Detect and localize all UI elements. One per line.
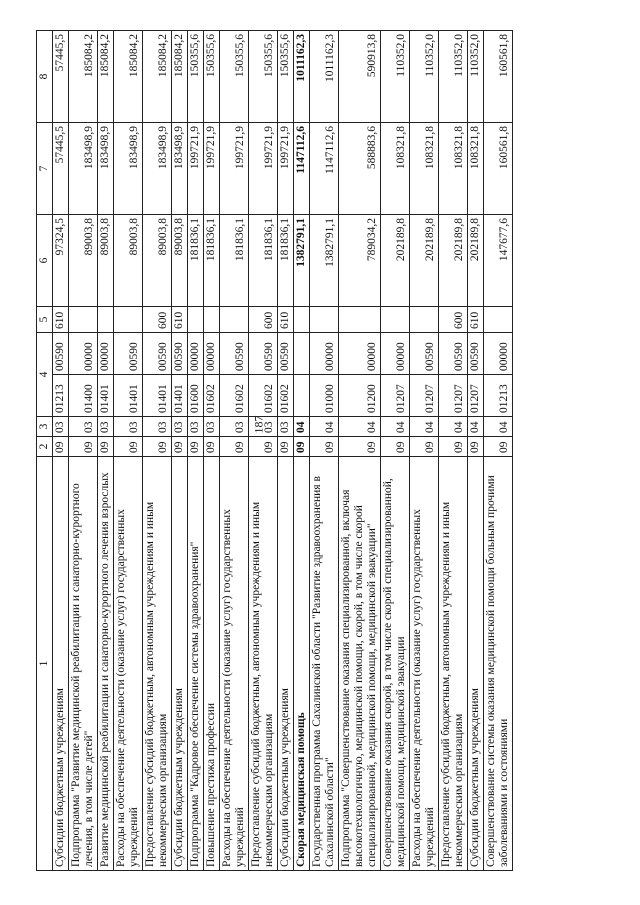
row-value-6: 1382791,1 <box>310 215 339 307</box>
row-code-2: 09 <box>98 437 114 457</box>
row-code-5: 610 <box>278 307 294 333</box>
row-value-7: 108321,8 <box>410 123 439 215</box>
row-code-2: 09 <box>310 437 339 457</box>
row-code-5 <box>339 307 381 333</box>
row-code-2: 09 <box>294 437 310 457</box>
table-row <box>143 31 172 871</box>
row-value-7: 183498,9 <box>143 123 172 215</box>
row-code-2: 09 <box>249 437 278 457</box>
row-value-7: 199721,9 <box>188 123 204 215</box>
row-value-8: 1011162,3 <box>310 31 339 123</box>
row-code-3: 04 <box>484 417 513 437</box>
row-code-3: 04 <box>381 417 410 437</box>
row-code-3: 04 <box>294 417 310 437</box>
row-value-7: 199721,9 <box>204 123 220 215</box>
table-row <box>310 31 339 871</box>
row-value-6: 202189,8 <box>381 215 410 307</box>
row-code-2: 09 <box>339 437 381 457</box>
table-row <box>204 31 220 871</box>
row-value-6: 202189,8 <box>410 215 439 307</box>
row-value-8: 185084,2 <box>98 31 114 123</box>
row-value-6: 202189,8 <box>439 215 468 307</box>
header-row <box>37 31 53 871</box>
row-code-4a: 01207 <box>439 375 468 417</box>
row-code-3: 04 <box>410 417 439 437</box>
row-code-5: 610 <box>172 307 188 333</box>
row-name: Предоставление субсидий бюджетным, автономным учреждениям и иным некоммерческим организациям <box>249 457 278 871</box>
row-code-4b: 00590 <box>410 333 439 375</box>
row-code-4b: 00000 <box>98 333 114 375</box>
row-value-6: 181836,1 <box>278 215 294 307</box>
budget-table <box>36 30 513 871</box>
row-name: Повышение престижа профессии <box>204 457 220 871</box>
row-name: Расходы на обеспечение деятельности (оказание услуг) государственных учреждений <box>114 457 143 871</box>
row-value-6: 89003,8 <box>114 215 143 307</box>
row-code-4a: 01602 <box>278 375 294 417</box>
row-value-8: 185084,2 <box>69 31 98 123</box>
row-value-8: 150355,6 <box>249 31 278 123</box>
row-code-3: 03 <box>114 417 143 437</box>
row-value-6: 202189,8 <box>468 215 484 307</box>
row-code-4b: 00590 <box>439 333 468 375</box>
row-code-5: 610 <box>53 307 69 333</box>
row-name: Расходы на обеспечение деятельности (оказание услуг) государственных учреждений <box>410 457 439 871</box>
row-code-3: 03 <box>249 417 278 437</box>
row-code-5 <box>220 307 249 333</box>
row-name: Совершенствование оказания скорой, в том числе скорой специализированной, медицинской помощи, медицинской эвакуации <box>381 457 410 871</box>
row-code-2: 09 <box>204 437 220 457</box>
table-row <box>53 31 69 871</box>
row-name: Подпрограмма "Развитие медицинской реабилитации и санаторно-курортного лечения, в том числе детей" <box>69 457 98 871</box>
row-value-8: 150355,6 <box>204 31 220 123</box>
row-code-3: 03 <box>53 417 69 437</box>
row-code-5 <box>188 307 204 333</box>
row-code-5: 610 <box>468 307 484 333</box>
table-row <box>220 31 249 871</box>
row-code-5 <box>294 307 310 333</box>
row-code-4b <box>294 333 310 375</box>
row-code-3: 04 <box>439 417 468 437</box>
row-value-6: 89003,8 <box>69 215 98 307</box>
row-code-4a: 01207 <box>381 375 410 417</box>
page-number: 187 <box>251 415 266 434</box>
header-col-7: 7 <box>37 123 53 215</box>
row-value-6: 181836,1 <box>249 215 278 307</box>
row-code-4a: 01000 <box>310 375 339 417</box>
row-code-4b: 00590 <box>278 333 294 375</box>
row-code-4a: 01400 <box>69 375 98 417</box>
row-value-6: 89003,8 <box>172 215 188 307</box>
row-code-2: 09 <box>53 437 69 457</box>
row-name: Предоставление субсидий бюджетным, автономным учреждениям и иным некоммерческим организациям <box>439 457 468 871</box>
row-code-4a: 01401 <box>143 375 172 417</box>
row-value-6: 1382791,1 <box>294 215 310 307</box>
row-value-8: 57445,5 <box>53 31 69 123</box>
row-code-3: 03 <box>143 417 172 437</box>
row-code-4b: 00000 <box>339 333 381 375</box>
row-code-2: 09 <box>69 437 98 457</box>
row-value-8: 150355,6 <box>278 31 294 123</box>
row-code-2: 09 <box>439 437 468 457</box>
row-code-4b: 00590 <box>468 333 484 375</box>
row-code-4a: 01200 <box>339 375 381 417</box>
row-name: Субсидии бюджетным учреждениям <box>278 457 294 871</box>
row-code-5 <box>98 307 114 333</box>
row-value-7: 1147112,6 <box>294 123 310 215</box>
row-code-4a <box>294 375 310 417</box>
header-col-3: 3 <box>37 417 53 437</box>
row-name: Подпрограмма "Кадровое обеспечение системы здравоохранения" <box>188 457 204 871</box>
row-code-4a: 01207 <box>468 375 484 417</box>
row-code-3: 03 <box>278 417 294 437</box>
row-value-8: 110352,0 <box>410 31 439 123</box>
row-code-2: 09 <box>410 437 439 457</box>
row-code-2: 09 <box>143 437 172 457</box>
row-value-6: 181836,1 <box>204 215 220 307</box>
row-value-7: 199721,9 <box>249 123 278 215</box>
row-value-8: 590913,8 <box>339 31 381 123</box>
row-name: Субсидии бюджетным учреждениям <box>468 457 484 871</box>
row-value-7: 183498,9 <box>98 123 114 215</box>
row-name: Предоставление субсидий бюджетным, автономным учреждениям и иным некоммерческим организациям <box>143 457 172 871</box>
row-code-2: 09 <box>381 437 410 457</box>
row-value-6: 97324,5 <box>53 215 69 307</box>
row-code-3: 03 <box>220 417 249 437</box>
row-value-7: 588883,6 <box>339 123 381 215</box>
row-code-3: 03 <box>204 417 220 437</box>
row-code-2: 09 <box>188 437 204 457</box>
row-value-7: 108321,8 <box>439 123 468 215</box>
row-value-7: 183498,9 <box>172 123 188 215</box>
row-code-2: 09 <box>278 437 294 457</box>
row-value-6: 181836,1 <box>188 215 204 307</box>
row-code-5: 600 <box>439 307 468 333</box>
row-value-7: 108321,8 <box>468 123 484 215</box>
row-code-2: 09 <box>468 437 484 457</box>
row-code-5 <box>204 307 220 333</box>
row-code-2: 09 <box>220 437 249 457</box>
row-value-8: 110352,0 <box>468 31 484 123</box>
header-col-2: 2 <box>37 437 53 457</box>
row-value-8: 185084,2 <box>143 31 172 123</box>
table-row <box>339 31 381 871</box>
header-col-1: 1 <box>37 457 53 871</box>
table-row <box>114 31 143 871</box>
row-code-3: 04 <box>339 417 381 437</box>
row-code-4b: 00000 <box>69 333 98 375</box>
row-value-7: 108321,8 <box>381 123 410 215</box>
table-row <box>468 31 484 871</box>
row-code-4b: 00590 <box>143 333 172 375</box>
table-row <box>294 31 310 871</box>
row-code-3: 04 <box>310 417 339 437</box>
table-row <box>484 31 513 871</box>
row-code-2: 09 <box>484 437 513 457</box>
row-code-4b: 00000 <box>484 333 513 375</box>
row-value-6: 89003,8 <box>143 215 172 307</box>
row-code-4a: 01602 <box>220 375 249 417</box>
row-value-8: 185084,2 <box>172 31 188 123</box>
row-code-4a: 01213 <box>53 375 69 417</box>
row-name: Подпрограмма "Совершенствование оказания специализированной, включая высокотехнологичную, медицинской помощи, скорой, в том числе скорой специализированной, медицинской помощи, медицинской эвакуации" <box>339 457 381 871</box>
row-code-4b: 00000 <box>188 333 204 375</box>
table-row <box>69 31 98 871</box>
row-value-7: 160561,8 <box>484 123 513 215</box>
budget-table-container <box>36 31 513 871</box>
header-col-4: 4 <box>37 333 53 417</box>
row-value-8: 110352,0 <box>439 31 468 123</box>
row-code-2: 09 <box>172 437 188 457</box>
row-code-5 <box>310 307 339 333</box>
row-code-4a: 01401 <box>98 375 114 417</box>
row-name: Субсидии бюджетным учреждениям <box>53 457 69 871</box>
row-code-4b: 00000 <box>310 333 339 375</box>
row-code-5 <box>381 307 410 333</box>
row-code-4a: 01207 <box>410 375 439 417</box>
row-name: Совершенствование системы оказания медицинской помощи больным прочими заболеваниями и состояниями <box>484 457 513 871</box>
row-code-4a: 01602 <box>204 375 220 417</box>
row-name: Развитие медицинской реабилитации и санаторно-курортного лечения взрослых <box>98 457 114 871</box>
row-code-4a: 01401 <box>114 375 143 417</box>
row-value-7: 1147112,6 <box>310 123 339 215</box>
row-value-8: 150355,6 <box>220 31 249 123</box>
row-code-4b: 00590 <box>249 333 278 375</box>
row-code-3: 03 <box>69 417 98 437</box>
table-row <box>188 31 204 871</box>
row-code-5 <box>114 307 143 333</box>
row-code-5 <box>69 307 98 333</box>
row-code-5 <box>410 307 439 333</box>
row-code-3: 03 <box>98 417 114 437</box>
table-row <box>381 31 410 871</box>
header-col-6: 6 <box>37 215 53 307</box>
row-value-7: 199721,9 <box>278 123 294 215</box>
row-code-5: 600 <box>249 307 278 333</box>
row-value-8: 150355,6 <box>188 31 204 123</box>
header-col-8: 8 <box>37 31 53 123</box>
row-code-5: 600 <box>143 307 172 333</box>
row-value-6: 181836,1 <box>220 215 249 307</box>
row-value-6: 89003,8 <box>98 215 114 307</box>
row-name: Скорая медицинская помощь <box>294 457 310 871</box>
row-value-6: 147677,6 <box>484 215 513 307</box>
row-code-4b: 00590 <box>172 333 188 375</box>
row-code-4a: 01600 <box>188 375 204 417</box>
row-code-4b: 00000 <box>204 333 220 375</box>
table-row <box>172 31 188 871</box>
row-code-3: 03 <box>188 417 204 437</box>
table-row <box>278 31 294 871</box>
row-value-7: 183498,9 <box>69 123 98 215</box>
table-body <box>53 31 513 871</box>
row-code-3: 04 <box>468 417 484 437</box>
row-value-6: 789034,2 <box>339 215 381 307</box>
header-col-5: 5 <box>37 307 53 333</box>
row-code-4b: 00590 <box>220 333 249 375</box>
row-value-7: 183498,9 <box>114 123 143 215</box>
row-code-4a: 01213 <box>484 375 513 417</box>
row-code-4b: 00590 <box>53 333 69 375</box>
row-code-3: 03 <box>172 417 188 437</box>
row-value-8: 1011162,3 <box>294 31 310 123</box>
row-code-4a: 01602 <box>249 375 278 417</box>
row-value-7: 199721,9 <box>220 123 249 215</box>
table-row <box>98 31 114 871</box>
table-row <box>410 31 439 871</box>
row-name: Расходы на обеспечение деятельности (оказание услуг) государственных учреждений <box>220 457 249 871</box>
row-code-4a: 01401 <box>172 375 188 417</box>
table-row <box>249 31 278 871</box>
table-row <box>439 31 468 871</box>
row-code-4b: 00000 <box>381 333 410 375</box>
row-name: Субсидии бюджетным учреждениям <box>172 457 188 871</box>
row-value-8: 160561,8 <box>484 31 513 123</box>
row-code-2: 09 <box>114 437 143 457</box>
row-value-8: 185084,2 <box>114 31 143 123</box>
row-code-5 <box>484 307 513 333</box>
row-code-4b: 00590 <box>114 333 143 375</box>
row-name: Государственная программа Сахалинской области "Развитие здравоохранения в Сахалинской области" <box>310 457 339 871</box>
row-value-8: 110352,0 <box>381 31 410 123</box>
row-value-7: 57445,5 <box>53 123 69 215</box>
